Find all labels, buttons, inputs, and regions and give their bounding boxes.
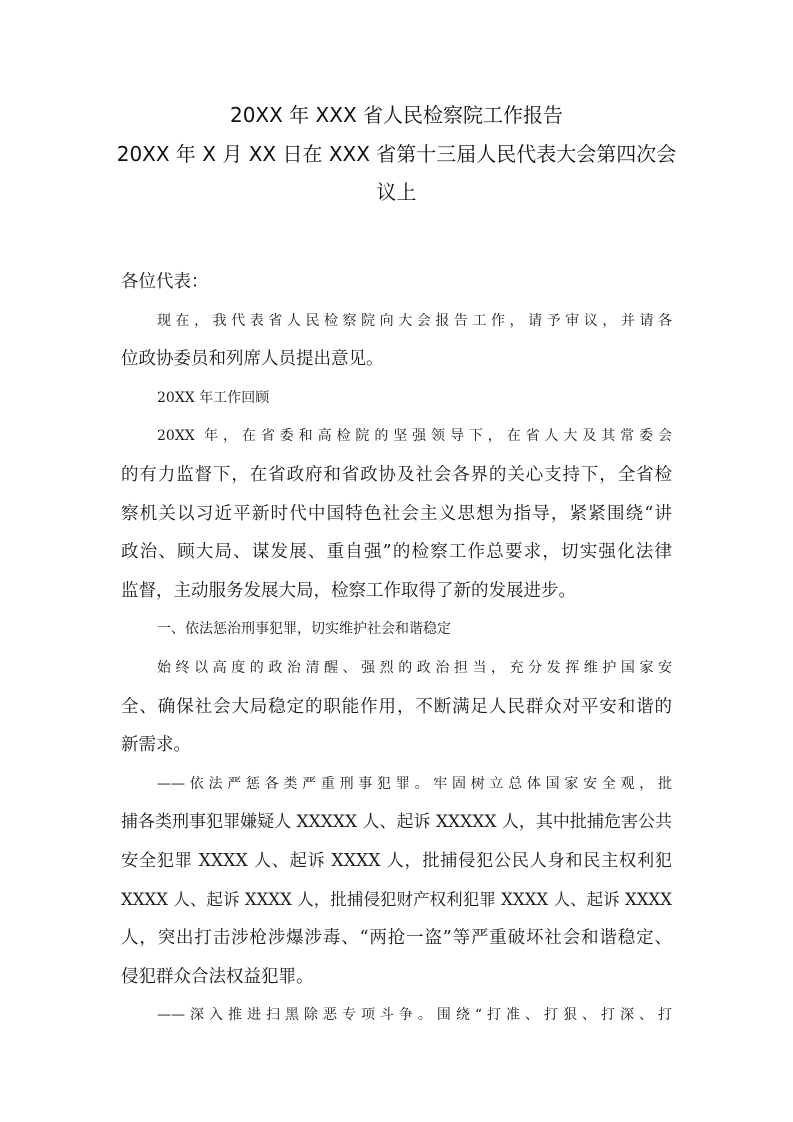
paragraph-line: 20XX 年工作回顾 <box>157 389 270 406</box>
paragraph-line: ——依法严惩各类严重刑事犯罪。牢固树立总体国家安全观，批 <box>157 775 672 792</box>
document-subtitle-line-2: 议上 <box>376 180 417 204</box>
paragraph-line: 现在，我代表省人民检察院向大会报告工作，请予审议，并请各 <box>157 312 672 329</box>
paragraph-line: ——深入推进扫黑除恶专项斗争。围绕“打准、打狠、打深、打 <box>157 1007 672 1024</box>
paragraph-line: 的有力监督下，在省政府和省政协及社会各界的关心支持下，全省检 <box>121 464 672 485</box>
paragraph-line: 察机关以习近平新时代中国特色社会主义思想为指导，紧紧围绕“讲 <box>121 503 672 524</box>
title-block <box>100 96 693 212</box>
paragraph-crime-punishment <box>121 765 672 997</box>
section-heading-one <box>121 610 672 649</box>
salutation: 各位代表： <box>121 272 209 292</box>
paragraph-line: XXXX 人、起诉 XXXX 人，批捕侵犯财产权利犯罪 XXXX 人、起诉 XXXX <box>121 889 672 909</box>
paragraph-line: 安全犯罪 XXXX 人、起诉 XXXX 人，批捕侵犯公民人身和民主权利犯 <box>121 850 672 871</box>
paragraph-anti-gang <box>121 996 672 1035</box>
paragraph-line: 一、依法惩治刑事犯罪，切实维护社会和谐稳定 <box>157 621 451 638</box>
paragraph-line: 侵犯群众合法权益犯罪。 <box>121 966 314 987</box>
paragraph-intro <box>121 302 672 379</box>
paragraph-line: 20XX 年，在省委和高检院的坚强领导下，在省人大及其常委会 <box>157 428 672 445</box>
section-heading-review <box>121 379 672 418</box>
paragraph-line: 人，突出打击涉枪涉爆涉毒、“两抢一盗”等严重破坏社会和谐稳定、 <box>121 928 672 949</box>
document-subtitle-line-1: 20XX 年 X 月 XX 日在 XXX 省第十三届人民代表大会第四次会 <box>116 141 677 166</box>
document-body <box>121 263 672 1035</box>
paragraph-line: 政治、顾大局、谋发展、重自强”的检察工作总要求，切实强化法律 <box>121 542 672 563</box>
document-title: 20XX 年 XXX 省人民检察院工作报告 <box>229 103 564 127</box>
paragraph-overview <box>121 417 672 610</box>
paragraph-line: 捕各类刑事犯罪嫌疑人 XXXXX 人、起诉 XXXXX 人，其中批捕危害公共 <box>121 812 672 833</box>
paragraph-line: 全、确保社会大局稳定的职能作用，不断满足人民群众对平安和谐的 <box>121 696 672 717</box>
paragraph-line: 新需求。 <box>121 735 191 756</box>
paragraph-line: 位政协委员和列席人员提出意见。 <box>121 349 384 370</box>
paragraph-stability <box>121 649 672 765</box>
paragraph-line: 始终以高度的政治清醒、强烈的政治担当，充分发挥维护国家安 <box>157 659 672 676</box>
paragraph-line: 监督，主动服务发展大局，检察工作取得了新的发展进步。 <box>121 580 576 601</box>
